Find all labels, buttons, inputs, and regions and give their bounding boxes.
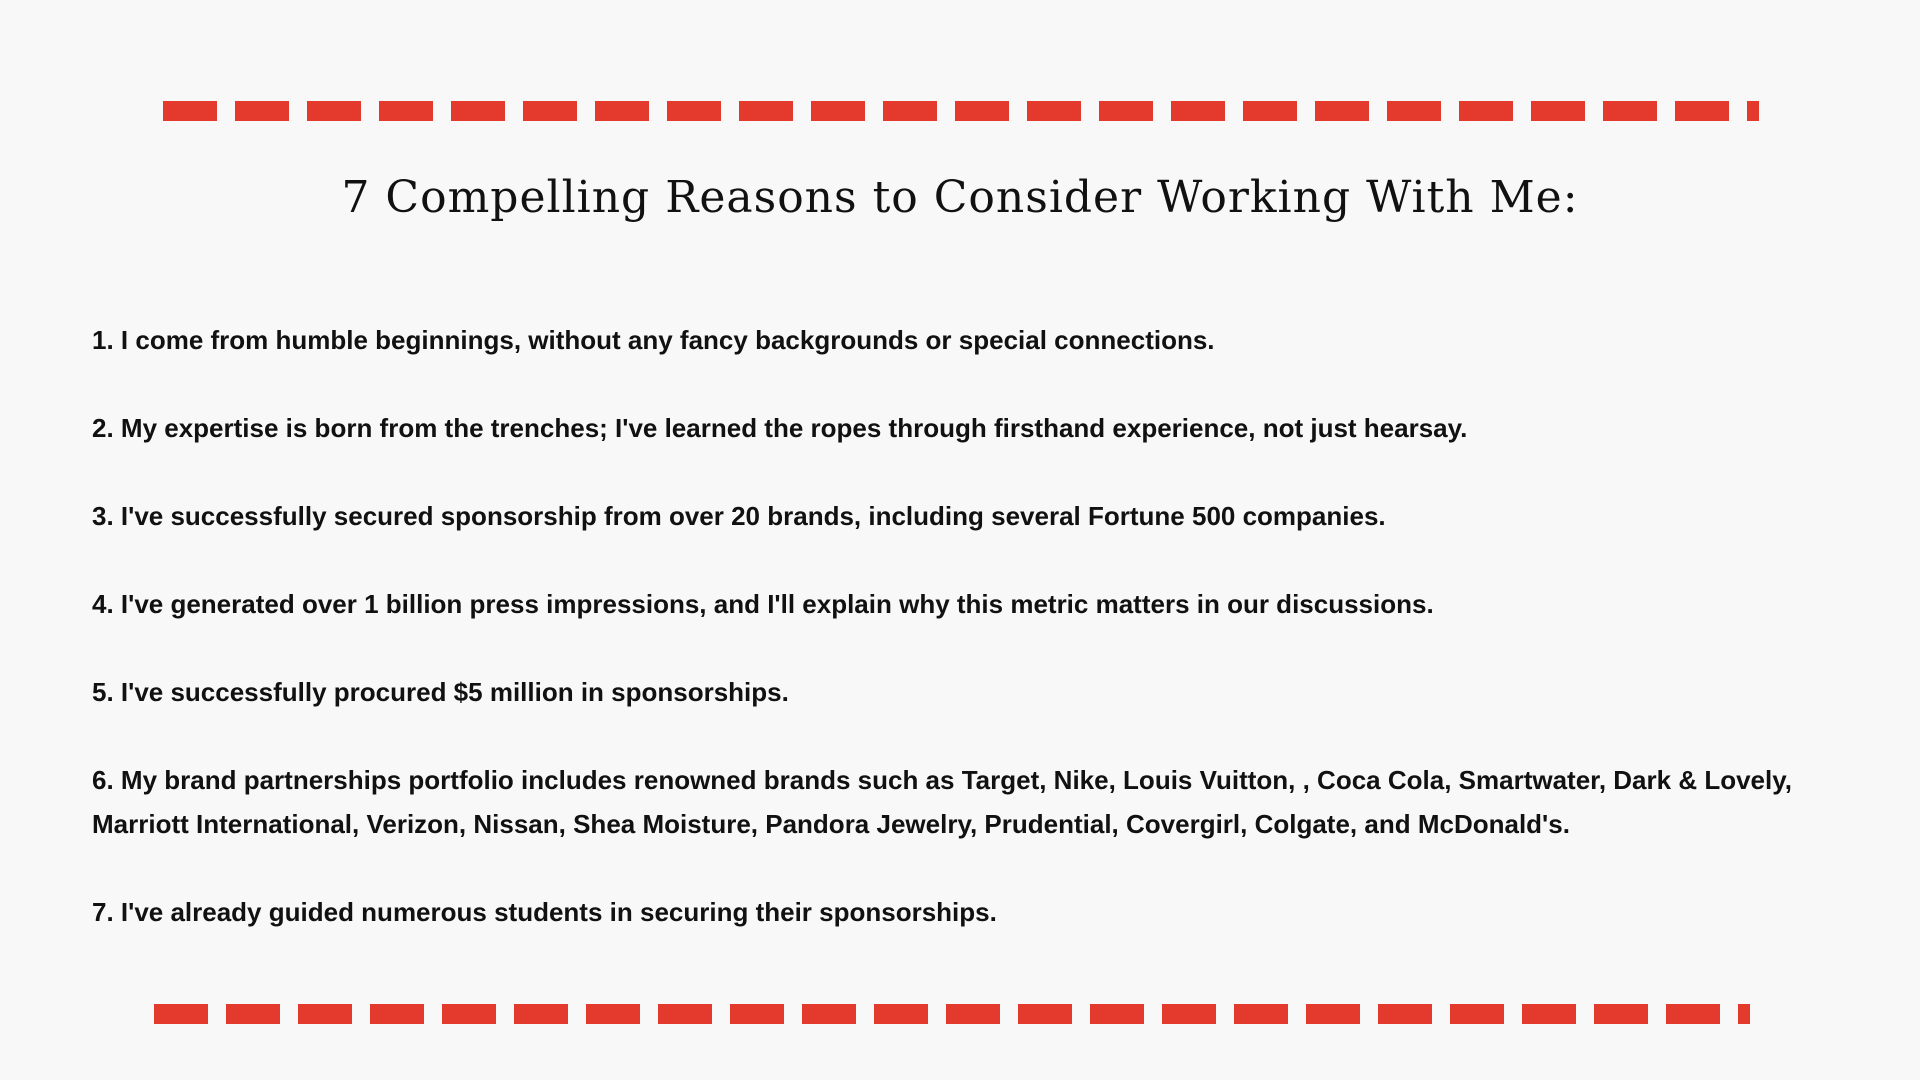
top-dashed-divider — [163, 101, 1759, 121]
reason-item-1: 1. I come from humble beginnings, without any fancy backgrounds or special connections. — [92, 325, 1215, 355]
reason-item-5: 5. I've successfully procured $5 million in sponsorships. — [92, 677, 789, 707]
reason-item-4: 4. I've generated over 1 billion press impressions, and I'll explain why this metric matters in our discussions. — [92, 589, 1434, 619]
bottom-dashed-divider — [154, 1004, 1750, 1024]
page-title: 7 Compelling Reasons to Consider Working With Me: — [341, 172, 1579, 223]
reason-item-6: 6. My brand partnerships portfolio includes renowned brands such as Target, Nike, Louis Vuitton, , Coca Cola, Smartwater, Dark & Lovely, Marriott International, Verizon, Nissan, Shea Moisture, Pandora Jewelry, Prudential, Covergirl, Colgate, and McDonald's. — [92, 765, 1792, 839]
reason-item-2: 2. My expertise is born from the trenches; I've learned the ropes through firsthand experience, not just hearsay. — [92, 413, 1468, 443]
reason-item-3: 3. I've successfully secured sponsorship from over 20 brands, including several Fortune 500 companies. — [92, 501, 1386, 531]
reason-item-7: 7. I've already guided numerous students in securing their sponsorships. — [92, 897, 997, 927]
reasons-list — [92, 318, 1852, 934]
